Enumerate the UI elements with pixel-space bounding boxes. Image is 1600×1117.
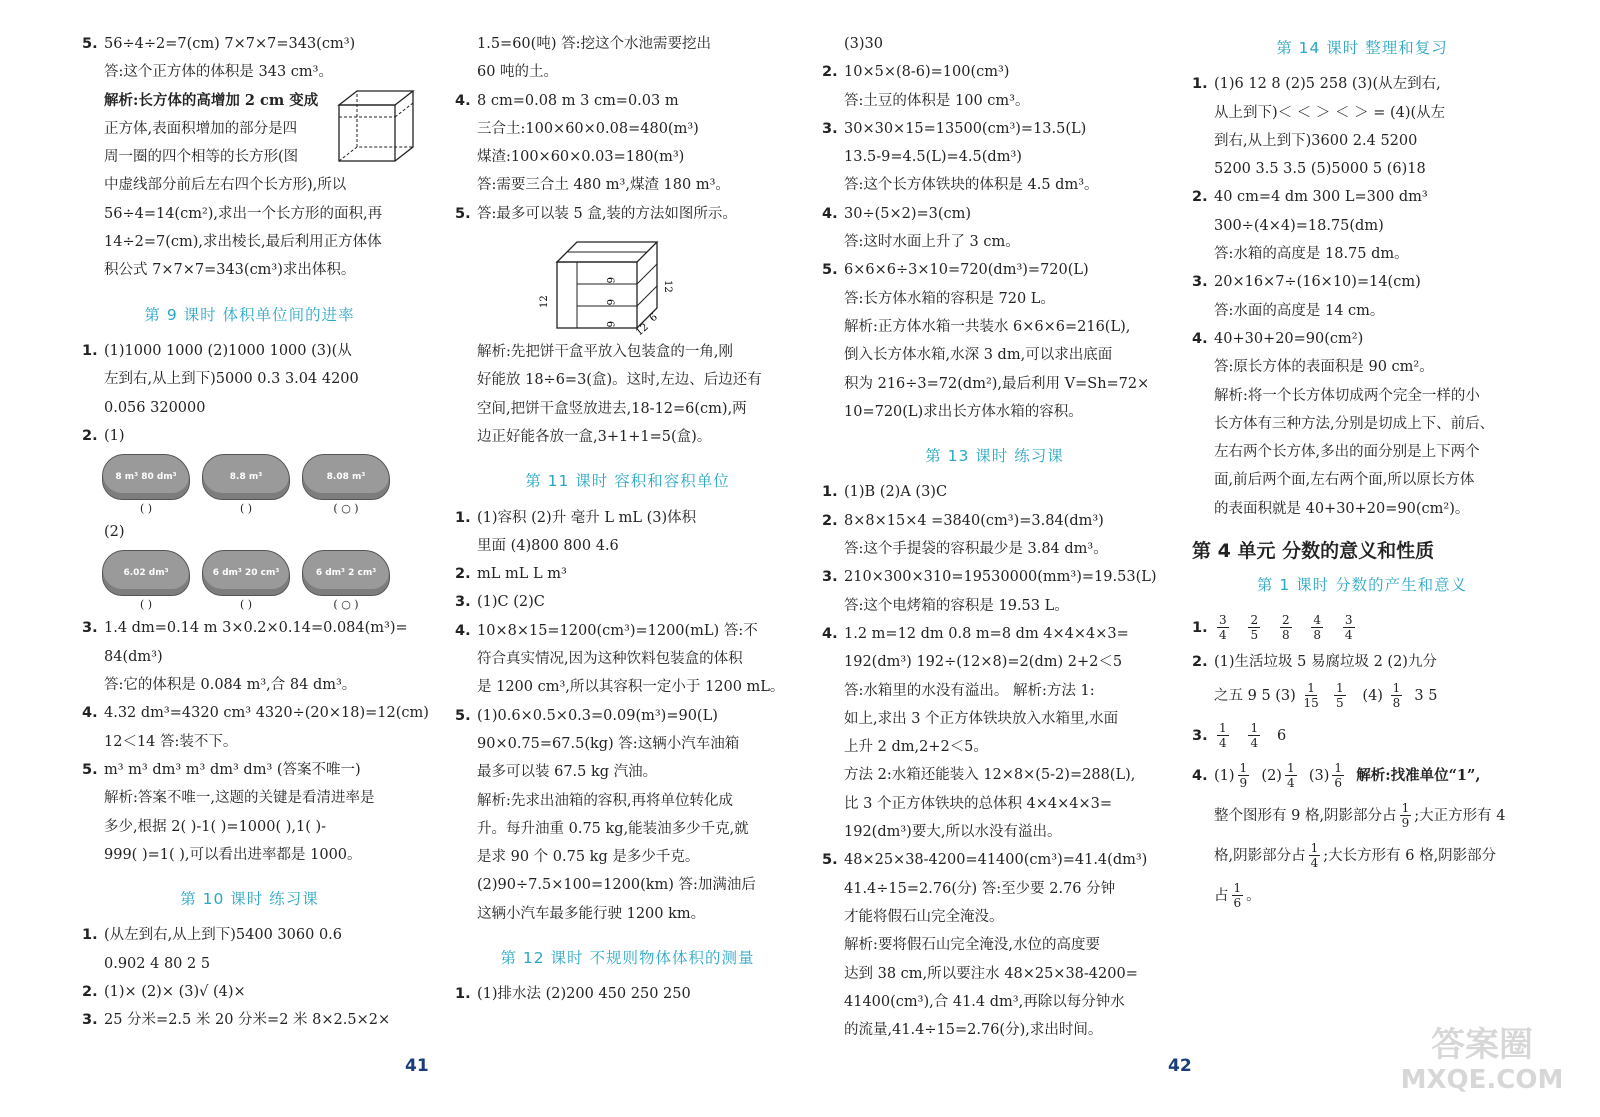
- fraction: $\frac{1}{8}$: [1392, 681, 1401, 711]
- answer-line: 2. 10×5×(8-6)=100(cm³): [822, 64, 1010, 81]
- answer-line: 5. 答:最多可以装 5 盒,装的方法如图所示。: [455, 205, 737, 222]
- explanation-line: 格,阴影部分占 $\frac{1}{4}$ ;大长方形有 6 格,阴影部分: [1214, 841, 1497, 871]
- answer-line: 答:水面的高度是 14 cm。: [1214, 302, 1385, 319]
- cloud-row-1: [100, 454, 417, 518]
- lesson-heading: 第 1 课时 分数的产生和意义: [1256, 576, 1468, 595]
- answer-line: 符合真实情况,因为这种饮料包装盒的体积: [477, 651, 743, 668]
- answer-line: 1. (1)容积 (2)升 毫升 L mL (3)体积: [455, 509, 697, 526]
- fraction: $\frac{1}{4}$: [1310, 841, 1319, 871]
- explanation-line: 长方体有三种方法,分别是切成上下、前后、: [1214, 415, 1495, 432]
- explanation-line: 占 $\frac{1}{6}$ 。: [1214, 881, 1261, 911]
- dim-label: 12: [662, 280, 673, 293]
- answer-line: 3. 20×16×7÷(16×10)=14(cm): [1192, 274, 1421, 291]
- answer-line: 4. 30÷(5×2)=3(cm): [822, 205, 972, 222]
- explanation-line: 倒入长方体水箱,水深 3 dm,可以求出底面: [844, 347, 1113, 364]
- answer-line: 答:水箱里的水没有溢出。 解析:方法 1:: [844, 682, 1095, 699]
- explanation-line: 解析:要将假石山完全淹没,水位的高度要: [844, 937, 1100, 954]
- answer-line: 41.4÷15=2.76(分) 答:至少要 2.76 分钟: [844, 880, 1116, 897]
- answer-line: 答:这时水面上升了 3 cm。: [844, 234, 1020, 251]
- answer-line: 4. 8 cm=0.08 m 3 cm=0.03 m: [455, 92, 679, 109]
- answer-line: 1. (1)排水法 (2)200 450 250 250: [455, 986, 691, 1003]
- answer-line: 才能将假石山完全淹没。: [844, 908, 1004, 925]
- answer-line: (2)90÷7.5×100=1200(km) 答:加满油后: [477, 877, 756, 894]
- answer-line: 5200 3.5 3.5 (5)5000 5 (6)18: [1214, 161, 1426, 178]
- explanation-line: 的表面积就是 40+30+20=90(cm²)。: [1214, 500, 1470, 517]
- answer-line: 是 1200 cm³,所以其容积一定小于 1200 mL。: [477, 679, 785, 696]
- answer-line: 1. (从左到右,从上到下)5400 3060 0.6: [82, 927, 343, 944]
- explanation-line: 整个图形有 9 格,阴影部分占 $\frac{1}{9}$ ;大正方形有 4: [1214, 801, 1506, 831]
- answer-line: 到右,从上到下)3600 2.4 5200: [1214, 132, 1418, 149]
- explanation-line: 是求 90 个 0.75 kg 是多少千克。: [477, 849, 700, 866]
- answer-line: 3. 30×30×15=13500(cm³)=13.5(L): [822, 120, 1087, 137]
- explanation-with-figure: [82, 87, 417, 172]
- fraction: $\frac{2}{5}$: [1250, 613, 1259, 643]
- cloud-shape: 6.02 dm³: [102, 550, 190, 596]
- answer-line: 3. 210×300×310=19530000(mm³)=19.53(L): [822, 569, 1157, 586]
- answer-line: 3. 1.4 dm=0.14 m 3×0.2×0.14=0.084(m³)=: [82, 620, 408, 637]
- answer-line: 2. (1)× (2)× (3)√ (4)×: [82, 984, 246, 1001]
- lesson-heading: 第 9 课时 体积单位间的进率: [144, 305, 355, 324]
- column-3: [822, 30, 1167, 1044]
- unit-heading: 第 4 单元 分数的意义和性质: [1192, 540, 1435, 563]
- page-number-right: 42: [1168, 1056, 1192, 1076]
- cloud-shape: 6 dm³ 2 cm³: [302, 550, 390, 596]
- answer-line: 答:这个正方体的体积是 343 cm³。: [104, 64, 333, 81]
- dim-label: 6: [604, 321, 615, 328]
- answer-line: 4. 4.32 dm³=4320 cm³ 4320÷(20×18)=12(cm): [82, 705, 429, 722]
- answer-line: 192(dm³) 192÷(12×8)=2(dm) 2+2＜5: [844, 654, 1123, 671]
- lesson-heading: 第 13 课时 练习课: [925, 447, 1064, 466]
- explanation-line: 56÷4=14(cm²),求出一个长方形的面积,再: [104, 205, 383, 222]
- fraction: $\frac{1}{5}$: [1335, 681, 1344, 711]
- column-4: [1192, 30, 1532, 916]
- answer-line: 12＜14 答:装不下。: [104, 733, 238, 750]
- explanation-line: 达到 38 cm,所以要注水 48×25×38-4200=: [844, 965, 1138, 982]
- explanation-line: 解析:长方体的高增加 2 cm 变成: [104, 91, 319, 109]
- answer-line: 60 吨的土。: [477, 64, 559, 81]
- explanation-line: 边正好能各放一盒,3+1+1=5(盒)。: [477, 428, 712, 445]
- cloud-shape: 8.8 m³: [202, 454, 290, 500]
- answer-line: 4. (1) $\frac{1}{9}$ (2) $\frac{1}{4}$ (3) $\frac{1}{6}$ 解析:找准单位“1”,: [1192, 761, 1481, 791]
- answer-line: 5. 6×6×6÷3×10=720(dm³)=720(L): [822, 262, 1089, 279]
- dim-label: 12: [633, 321, 651, 339]
- fraction: $\frac{1}{9}$: [1401, 801, 1410, 831]
- explanation-line: 方法 2:水箱还能装入 12×8×(5-2)=288(L),: [844, 767, 1136, 784]
- lesson-heading: 第 10 课时 练习课: [180, 890, 319, 909]
- answer-line: 1. (1)6 12 8 (2)5 258 (3)(从左到右,: [1192, 76, 1441, 93]
- answer-line: 0.902 4 80 2 5: [104, 955, 211, 972]
- dim-label: 12: [539, 295, 550, 309]
- answer-line: 1. $\frac{3}{4}$ $\frac{2}{5}$ $\frac{2}{8}$ $\frac{4}{8}$ $\frac{3}{4}$: [1192, 613, 1353, 643]
- answer-line: 答:需要三合土 480 m³,煤渣 180 m³。: [477, 177, 730, 194]
- lesson-heading: 第 14 课时 整理和复习: [1276, 39, 1448, 57]
- explanation-line: 中虚线部分前后左右四个长方形),所以: [104, 177, 347, 194]
- explanation-line: 解析:先求出油箱的容积,再将单位转化成: [477, 792, 733, 809]
- answer-bracket: ( ): [239, 598, 253, 612]
- answer-line: 90×0.75=67.5(kg) 答:这辆小汽车油箱: [477, 735, 740, 752]
- answer-line: 5. 48×25×38-4200=41400(cm³)=41.4(dm³): [822, 852, 1148, 869]
- answer-line: 1. (1)1000 1000 (2)1000 1000 (3)(从: [82, 342, 352, 359]
- fraction: $\frac{1}{4}$: [1219, 721, 1227, 751]
- answer-line: 2. (1): [82, 427, 125, 444]
- answer-line: 这辆小汽车最多能行驶 1200 km。: [477, 905, 706, 922]
- fraction: $\frac{1}{6}$: [1334, 761, 1342, 791]
- answer-line: 答:土豆的体积是 100 cm³。: [844, 92, 1030, 109]
- explanation-line: 14÷2=7(cm),求出棱长,最后利用正方体体: [104, 234, 382, 251]
- answer-line: 5. 56÷4÷2=7(cm) 7×7×7=343(cm³): [82, 36, 356, 52]
- answer-line: 84(dm³): [104, 648, 163, 665]
- answer-line: (2): [104, 524, 125, 541]
- answer-line: 之五 9 5 (3) $\frac{1}{15}$ $\frac{1}{5}$ (4) $\frac{1}{8}$ 3 5: [1214, 681, 1438, 711]
- answer-line: 5. (1)0.6×0.5×0.3=0.09(m³)=90(L): [455, 707, 718, 724]
- answer-line: 三合土:100×60×0.08=480(m³): [477, 120, 699, 137]
- answer-line: 1. (1)B (2)A (3)C: [822, 484, 948, 501]
- fraction: $\frac{1}{9}$: [1239, 761, 1248, 791]
- dim-label: 6: [647, 311, 660, 325]
- page-number-left: 41: [405, 1056, 429, 1076]
- answer-line: 3. $\frac{1}{4}$ $\frac{1}{4}$ 6: [1192, 721, 1287, 751]
- cloud-shape: 6 dm³ 20 cm³: [202, 550, 290, 596]
- explanation-line: 192(dm³)要大,所以水没有溢出。: [844, 824, 1062, 841]
- answer-line: 答:这个手提袋的容积最少是 3.84 dm³。: [844, 541, 1108, 558]
- explanation-line: 左右两个长方体,多出的面分别是上下两个: [1214, 444, 1480, 461]
- answer-line: 4. 40+30+20=90(cm²): [1192, 330, 1364, 347]
- answer-line: 从上到下)＜ ＜ ＞ ＜ ＞ = (4)(从左: [1214, 104, 1446, 121]
- explanation-line: 比 3 个正方体铁块的总体积 4×4×4×3=: [844, 795, 1113, 812]
- packing-box-figure: [537, 232, 677, 338]
- explanation-line: 升。每升油重 0.75 kg,能装油多少千克,就: [477, 820, 749, 837]
- answer-line: 5. m³ m³ dm³ m³ dm³ dm³ (答案不唯一): [82, 761, 361, 778]
- answer-line: 答:水箱的高度是 18.75 dm。: [1214, 246, 1409, 263]
- answer-line: 里面 (4)800 800 4.6: [477, 537, 619, 554]
- answer-line: 13.5-9=4.5(L)=4.5(dm³): [844, 149, 1022, 166]
- fraction: $\frac{4}{8}$: [1313, 613, 1322, 643]
- fraction: $\frac{2}{8}$: [1281, 613, 1290, 643]
- answer-line: 0.056 320000: [104, 399, 206, 416]
- fraction: $\frac{1}{4}$: [1286, 761, 1295, 791]
- explanation-line: 41400(cm³),合 41.4 dm³,再除以每分钟水: [844, 993, 1125, 1010]
- explanation-line: 上升 2 dm,2+2＜5。: [844, 739, 988, 756]
- explanation-line: 10=720(L)求出长方体水箱的容积。: [844, 403, 1083, 420]
- explanation-line: 积为 216÷3=72(dm²),最后利用 V=Sh=72×: [844, 375, 1150, 392]
- lesson-heading: 第 11 课时 容积和容积单位: [525, 472, 730, 491]
- answer-line: 答:这个长方体铁块的体积是 4.5 dm³。: [844, 177, 1099, 194]
- answer-line: 4. 1.2 m=12 dm 0.8 m=8 dm 4×4×4×3=: [822, 625, 1129, 642]
- column-1: [82, 30, 429, 1035]
- cloud-row-2: [100, 550, 417, 614]
- answer-line: 4. 10×8×15=1200(cm³)=1200(mL) 答:不: [455, 622, 758, 639]
- explanation-line: 解析:先把饼干盒平放入包装盒的一角,刚: [477, 344, 733, 361]
- answer-line: 1.5=60(吨) 答:挖这个水池需要挖出: [477, 36, 711, 52]
- explanation-line: 面,前后两个面,左右两个面,所以原长方体: [1214, 472, 1475, 489]
- cloud-shape: 8.08 m³: [302, 454, 390, 500]
- explanation-line: 解析:答案不唯一,这题的关键是看清进率是: [104, 790, 375, 807]
- answer-line: 3. (1)C (2)C: [455, 594, 545, 611]
- lesson-heading: 第 12 课时 不规则物体体积的测量: [500, 949, 755, 968]
- fraction: $\frac{3}{4}$: [1219, 613, 1227, 643]
- explanation-line: 解析:正方体水箱一共装水 6×6×6=216(L),: [844, 318, 1131, 335]
- answer-line: (3)30: [844, 36, 883, 52]
- watermark-logo: 答案圈 MXQE.COM: [1400, 1025, 1564, 1095]
- explanation-line: 999( )=1( ),可以看出进率都是 1000。: [104, 846, 362, 863]
- fraction: $\frac{1}{4}$: [1250, 721, 1259, 751]
- answer-bracket: ( ): [239, 502, 253, 516]
- cloud-shape: 8 m³ 80 dm³: [102, 454, 190, 500]
- answer-bracket: ( ○ ): [333, 598, 359, 612]
- answer-line: 答:这个电烤箱的容积是 19.53 L。: [844, 597, 1069, 614]
- explanation-line: 好能放 18÷6=3(盒)。这时,左边、后边还有: [477, 372, 762, 389]
- answer-line: 左到右,从上到下)5000 0.3 3.04 4200: [104, 371, 359, 388]
- answer-line: 2. (1)生活垃圾 5 易腐垃圾 2 (2)九分: [1192, 653, 1437, 670]
- fraction: $\frac{1}{6}$: [1233, 881, 1242, 911]
- column-2: [455, 30, 800, 1009]
- answer-line: 煤渣:100×60×0.03=180(m³): [477, 149, 685, 166]
- answer-line: 300÷(4×4)=18.75(dm): [1214, 217, 1384, 234]
- answer-line: 2. mL mL L m³: [455, 566, 567, 583]
- answer-bracket: ( ): [139, 502, 153, 516]
- explanation-line: 周一圈的四个相等的长方形(图: [104, 149, 299, 166]
- answer-bracket: ( ): [139, 598, 153, 612]
- dim-label: 6: [604, 277, 615, 284]
- answer-line: 2. 40 cm=4 dm 300 L=300 dm³: [1192, 189, 1428, 206]
- explanation-line: 积公式 7×7×7=343(cm³)求出体积。: [104, 262, 356, 279]
- fraction: $\frac{3}{4}$: [1344, 613, 1353, 643]
- explanation-line: 解析:将一个长方体切成两个完全一样的小: [1214, 387, 1480, 404]
- answer-line: 3. 25 分米=2.5 米 20 分米=2 米 8×2.5×2×: [82, 1012, 391, 1029]
- answer-line: 2. 8×8×15×4 =3840(cm³)=3.84(dm³): [822, 512, 1104, 529]
- explanation-line: 正方体,表面积增加的部分是四: [104, 120, 298, 137]
- explanation-line: 如上,求出 3 个正方体铁块放入水箱里,水面: [844, 710, 1119, 727]
- answer-line: 答:它的体积是 0.084 m³,合 84 dm³。: [104, 677, 357, 694]
- dim-label: 6: [604, 299, 615, 306]
- explanation-line: 空间,把饼干盒竖放进去,18-12=6(cm),两: [477, 400, 747, 417]
- answer-line: 答:长方体水箱的容积是 720 L。: [844, 290, 1055, 307]
- answer-bracket: ( ○ ): [333, 502, 359, 516]
- answer-line: 答:原长方体的表面积是 90 cm²。: [1214, 359, 1434, 376]
- answer-line: 最多可以装 67.5 kg 汽油。: [477, 764, 658, 781]
- fraction: $\frac{1}{15}$: [1303, 681, 1319, 711]
- explanation-line: 的流量,41.4÷15=2.76(分),求出时间。: [844, 1022, 1103, 1039]
- explanation-line: 多少,根据 2( )-1( )=1000( ),1( )-: [104, 818, 327, 835]
